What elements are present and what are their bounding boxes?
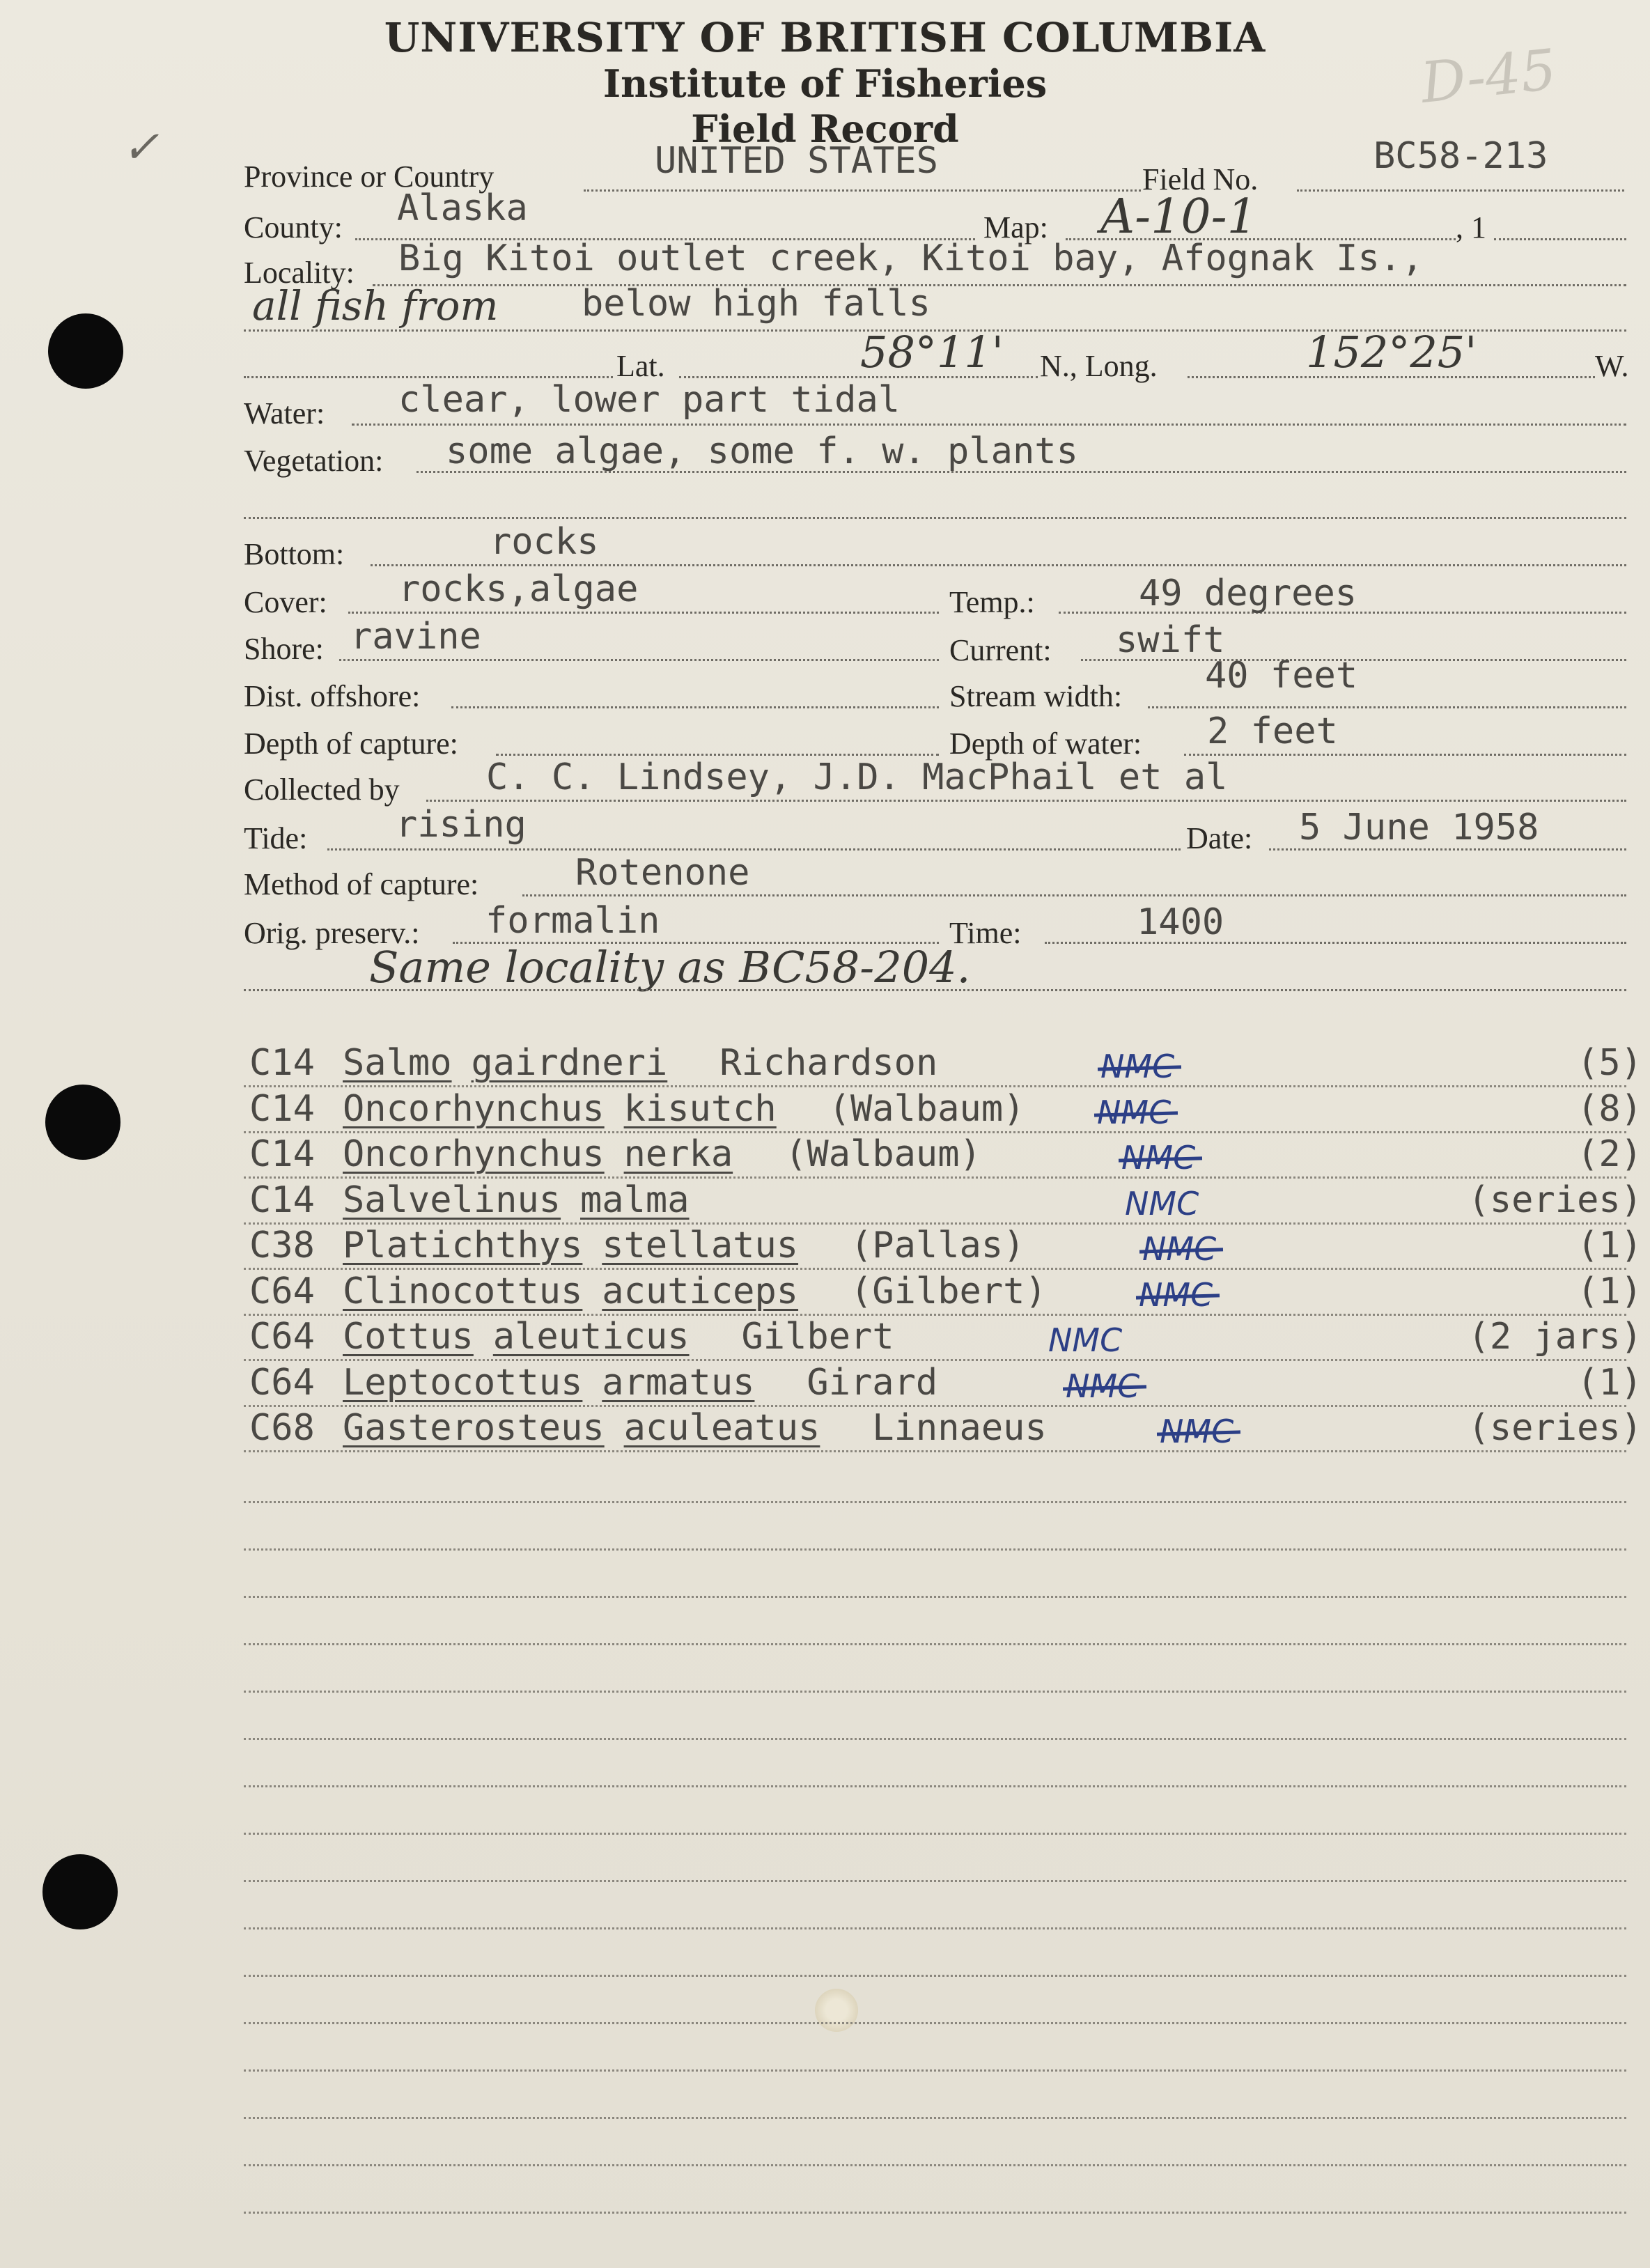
species-name: aculeatus: [623, 1407, 820, 1449]
label-map-suffix: , 1: [1456, 210, 1486, 244]
species-museum-mark: NMC: [1097, 1096, 1171, 1128]
species-author: Girard: [807, 1361, 938, 1404]
species-genus: Salvelinus: [343, 1179, 561, 1221]
species-museum-mark: NMC: [1160, 1415, 1233, 1447]
label-shore: Shore:: [244, 632, 324, 666]
binder-hole-middle: [45, 1085, 120, 1160]
value-locality-2: below high falls: [582, 283, 931, 325]
ruled-line: [244, 1880, 1626, 1882]
label-dist-offshore: Dist. offshore:: [244, 679, 421, 713]
species-museum-mark: NMC: [1048, 1321, 1123, 1359]
species-code: C38: [249, 1225, 315, 1266]
ruled-line: [244, 1927, 1626, 1929]
species-genus: Clinocottus: [343, 1270, 583, 1312]
line-map-end: [1494, 238, 1626, 240]
strikethrough-line: [1094, 1111, 1178, 1117]
species-author: (Walbaum): [828, 1087, 1025, 1130]
ruled-line: [244, 1085, 1626, 1087]
binder-hole-bottom: [42, 1854, 118, 1929]
label-stream-width: Stream width:: [949, 679, 1123, 713]
label-tide: Tide:: [244, 821, 308, 855]
line-locality-1: [373, 284, 1626, 286]
species-name: stellatus: [602, 1225, 799, 1266]
value-collected-by: C. C. Lindsey, J.D. MacPhail et al: [486, 756, 1228, 798]
line-shore: [339, 659, 939, 661]
species-museum-mark: NMC: [1066, 1370, 1139, 1402]
ruled-line: [244, 1596, 1626, 1598]
ruled-line: [244, 1738, 1626, 1740]
line-field-no: [1297, 189, 1624, 192]
species-museum-mark: NMC: [1139, 1279, 1213, 1311]
paper-stain: [815, 1989, 858, 2032]
header-field-record: Field Record: [691, 107, 959, 151]
label-bottom: Bottom:: [244, 537, 345, 571]
line-note: [244, 989, 1626, 991]
ruled-line: [244, 1176, 1626, 1179]
ruled-line: [244, 2022, 1626, 2024]
species-genus: Salmo: [343, 1042, 452, 1084]
ruled-line: [244, 1268, 1626, 1270]
ruled-line: [244, 2117, 1626, 2119]
species-author: Linnaeus: [872, 1407, 1047, 1449]
value-county: Alaska: [397, 187, 528, 229]
species-museum-mark: NMC: [1142, 1233, 1216, 1265]
value-current: swift: [1116, 619, 1225, 661]
line-lat-pre: [244, 376, 613, 378]
label-lat: Lat.: [616, 349, 665, 383]
strikethrough-line: [1063, 1385, 1146, 1390]
ruled-line: [244, 1975, 1626, 1977]
ruled-line: [244, 1359, 1626, 1361]
strikethrough-line: [1119, 1156, 1202, 1162]
species-code: C14: [249, 1179, 315, 1221]
species-museum-mark: NMC: [1125, 1184, 1199, 1222]
species-genus: Oncorhynchus: [343, 1087, 605, 1130]
species-code: C64: [249, 1361, 315, 1404]
line-depth-water: [1184, 754, 1626, 756]
line-date: [1269, 848, 1626, 850]
species-count: (1): [1577, 1361, 1642, 1404]
value-orig-preserv: formalin: [485, 900, 660, 942]
species-code: C64: [249, 1270, 315, 1312]
species-museum-mark: NMC: [1100, 1050, 1174, 1082]
line-dist-offshore: [451, 706, 939, 708]
label-collected-by: Collected by: [244, 772, 400, 807]
line-method: [522, 894, 1626, 896]
label-time: Time:: [949, 916, 1022, 950]
value-stream-width: 40 feet: [1205, 655, 1358, 697]
ruled-line: [244, 2164, 1626, 2166]
species-name: acuticeps: [602, 1270, 799, 1312]
species-count: (1): [1577, 1270, 1642, 1312]
species-name: nerka: [623, 1133, 733, 1175]
species-name: armatus: [602, 1361, 755, 1404]
species-author: (Pallas): [850, 1225, 1025, 1266]
ruled-line: [244, 2069, 1626, 2072]
value-bottom: rocks: [490, 521, 599, 563]
species-genus: Platichthys: [343, 1225, 583, 1266]
value-field-no: BC58-213: [1373, 135, 1548, 177]
ruled-line: [244, 1501, 1626, 1503]
species-name: malma: [580, 1179, 690, 1221]
label-cover: Cover:: [244, 585, 327, 619]
species-author: Richardson: [719, 1042, 938, 1084]
species-code: C14: [249, 1042, 315, 1084]
value-depth-water: 2 feet: [1207, 710, 1338, 752]
line-depth-capture: [496, 754, 939, 756]
ruled-line: [244, 1450, 1626, 1452]
ruled-line: [244, 2212, 1626, 2214]
value-locality-hand: all fish from: [252, 282, 499, 329]
line-cover: [348, 612, 939, 614]
species-code: C68: [249, 1407, 315, 1449]
value-map: A-10-1: [1100, 189, 1257, 244]
label-method: Method of capture:: [244, 867, 479, 901]
header-university: UNIVERSITY OF BRITISH COLUMBIA: [384, 14, 1266, 61]
ruled-line: [244, 1548, 1626, 1551]
line-tide: [327, 848, 1181, 850]
check-mark: ✓: [122, 122, 159, 173]
species-museum-mark: NMC: [1121, 1142, 1195, 1174]
species-genus: Cottus: [343, 1316, 474, 1358]
value-lat: 58°11': [860, 327, 1004, 378]
line-stream-width: [1148, 706, 1626, 708]
label-orig-preserv: Orig. preserv.:: [244, 916, 420, 950]
note-same-locality: Same locality as BC58-204.: [369, 942, 971, 993]
ruled-line: [244, 1833, 1626, 1835]
line-water: [352, 424, 1626, 426]
species-code: C14: [249, 1133, 315, 1175]
label-temp: Temp.:: [949, 585, 1035, 619]
species-name: gairdneri: [471, 1042, 668, 1084]
label-depth-water: Depth of water:: [949, 727, 1142, 761]
value-cover: rocks,algae: [398, 568, 639, 610]
species-count: (8): [1577, 1087, 1642, 1130]
value-province: UNITED STATES: [655, 140, 938, 182]
value-date: 5 June 1958: [1299, 807, 1539, 848]
value-long: 152°25': [1306, 327, 1477, 378]
species-name: aleuticus: [492, 1316, 690, 1358]
line-vegetation-2: [244, 517, 1626, 519]
value-temp: 49 degrees: [1139, 573, 1357, 614]
label-vegetation: Vegetation:: [244, 444, 384, 478]
line-bottom: [371, 564, 1626, 566]
species-genus: Oncorhynchus: [343, 1133, 605, 1175]
label-province: Province or Country: [244, 160, 495, 194]
header-institute: Institute of Fisheries: [602, 61, 1048, 106]
label-west: W.: [1595, 349, 1629, 383]
value-time: 1400: [1137, 901, 1224, 943]
label-field-no: Field No.: [1142, 162, 1259, 196]
label-locality: Locality:: [244, 256, 355, 290]
ruled-line: [244, 1643, 1626, 1645]
species-author: Gilbert: [741, 1316, 894, 1358]
label-long: N., Long.: [1040, 349, 1158, 383]
strikethrough-line: [1139, 1248, 1223, 1253]
value-tide: rising: [396, 804, 527, 846]
strikethrough-line: [1157, 1430, 1240, 1436]
label-map: Map:: [983, 210, 1048, 244]
value-shore: ravine: [350, 616, 481, 658]
species-count: (2): [1577, 1133, 1642, 1175]
species-count: (1): [1577, 1225, 1642, 1266]
species-code: C64: [249, 1316, 315, 1358]
line-collected-by: [426, 800, 1626, 802]
corner-mark: D-45: [1417, 37, 1559, 116]
species-count: (5): [1577, 1042, 1642, 1084]
species-author: (Gilbert): [850, 1270, 1047, 1312]
species-author: (Walbaum): [785, 1133, 981, 1175]
line-province: [584, 189, 1141, 192]
label-date: Date:: [1186, 821, 1253, 855]
label-current: Current:: [949, 633, 1052, 667]
label-county: County:: [244, 210, 343, 244]
value-water: clear, lower part tidal: [398, 379, 901, 421]
value-locality-1: Big Kitoi outlet creek, Kitoi bay, Afognak Is.,: [398, 238, 1424, 279]
species-count: (series): [1468, 1179, 1642, 1221]
label-water: Water:: [244, 396, 325, 430]
binder-hole-top: [48, 313, 123, 389]
strikethrough-line: [1098, 1065, 1181, 1071]
strikethrough-line: [1136, 1294, 1220, 1299]
ruled-line: [244, 1691, 1626, 1693]
species-genus: Leptocottus: [343, 1361, 583, 1404]
value-vegetation: some algae, some f. w. plants: [446, 430, 1078, 472]
species-count: (2 jars): [1468, 1316, 1642, 1358]
line-time: [1045, 942, 1626, 944]
species-name: kisutch: [623, 1087, 777, 1130]
value-method: Rotenone: [575, 852, 750, 894]
species-genus: Gasterosteus: [343, 1407, 605, 1449]
species-count: (series): [1468, 1407, 1642, 1449]
species-code: C14: [249, 1087, 315, 1130]
label-depth-capture: Depth of capture:: [244, 727, 458, 761]
ruled-line: [244, 1785, 1626, 1787]
